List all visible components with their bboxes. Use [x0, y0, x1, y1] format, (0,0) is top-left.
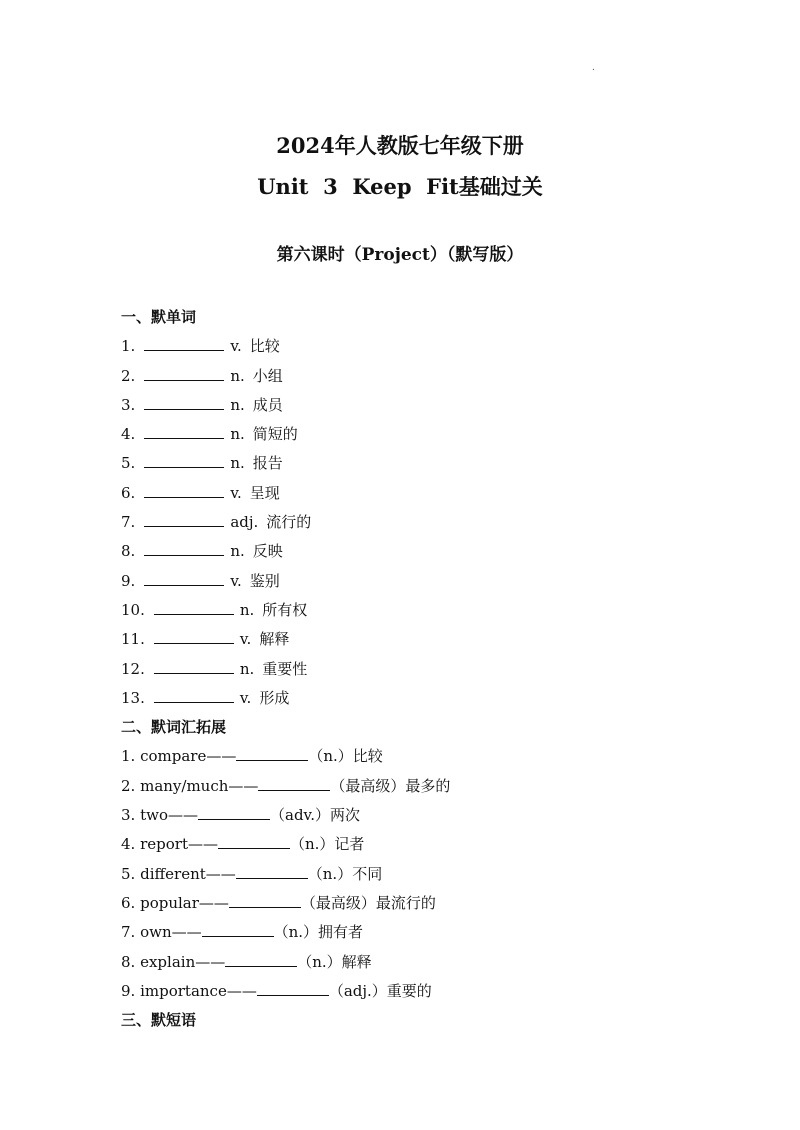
item-number: 6. [121, 893, 136, 912]
answer-blank[interactable] [198, 805, 270, 820]
section-heading-expansion: 二、默词汇拓展 [121, 718, 227, 737]
word-list-item [121, 625, 721, 654]
word-meaning: 简短的 [252, 425, 298, 444]
base-word: two—— [140, 806, 198, 825]
item-number: 7. [121, 513, 136, 532]
part-of-speech: n. [230, 542, 245, 561]
answer-blank[interactable] [144, 366, 224, 381]
word-meaning: 成员 [252, 395, 283, 414]
expansion-list-item [121, 801, 721, 830]
answer-blank[interactable] [202, 922, 274, 937]
answer-blank[interactable] [144, 336, 224, 351]
word-meaning: 呈现 [249, 483, 280, 502]
expansion-list-item [121, 977, 721, 1006]
word-meaning: 解释 [259, 630, 290, 649]
part-of-speech: n. [239, 600, 255, 619]
item-number: 2. [121, 366, 136, 385]
answer-blank[interactable] [144, 483, 224, 498]
item-number: 8. [121, 542, 136, 561]
answer-blank[interactable] [154, 688, 234, 703]
word-form-hint: （n.）不同 [307, 864, 383, 883]
expansion-list-item [121, 889, 721, 918]
word-list-item [121, 420, 721, 449]
word-meaning: 所有权 [262, 600, 308, 619]
expansion-list [121, 742, 721, 1006]
section-heading-phrases: 三、默短语 [121, 1011, 197, 1030]
word-list-item [121, 537, 721, 566]
answer-blank[interactable] [236, 864, 308, 879]
part-of-speech: v. [230, 483, 242, 502]
item-number: 5. [121, 454, 136, 473]
part-of-speech: n. [230, 366, 245, 385]
word-meaning: 形成 [259, 688, 290, 707]
item-number: 11. [121, 630, 145, 649]
part-of-speech: v. [230, 571, 242, 590]
word-meaning: 鉴别 [249, 571, 280, 590]
word-form-hint: （n.）解释 [297, 952, 372, 971]
expansion-list-item [121, 918, 721, 947]
part-of-speech: n. [230, 454, 245, 473]
base-word: different—— [140, 864, 236, 883]
answer-blank[interactable] [144, 424, 224, 439]
word-form-hint: （最高级）最多的 [330, 776, 451, 795]
item-number: 9. [121, 981, 136, 1000]
answer-blank[interactable] [144, 571, 224, 586]
word-list [121, 332, 721, 713]
item-number: 12. [121, 659, 145, 678]
base-word: report—— [140, 835, 218, 854]
word-form-hint: （adj.）重要的 [328, 981, 432, 1000]
item-number: 8. [121, 952, 136, 971]
answer-blank[interactable] [144, 395, 224, 410]
word-list-item [121, 391, 721, 420]
item-number: 5. [121, 864, 136, 883]
part-of-speech: v. [230, 337, 242, 356]
part-of-speech: n. [230, 395, 245, 414]
item-number: 1. [121, 337, 136, 356]
expansion-list-item [121, 742, 721, 771]
part-of-speech: v. [239, 630, 252, 649]
word-list-item [121, 567, 721, 596]
part-of-speech: n. [239, 659, 255, 678]
answer-blank[interactable] [144, 453, 224, 468]
part-of-speech: adj. [230, 513, 259, 532]
word-meaning: 小组 [252, 366, 283, 385]
word-form-hint: （n.）拥有者 [273, 923, 364, 942]
item-number: 3. [121, 806, 136, 825]
answer-blank[interactable] [154, 600, 234, 615]
answer-blank[interactable] [154, 659, 234, 674]
item-number: 9. [121, 571, 136, 590]
part-of-speech: v. [239, 688, 252, 707]
word-form-hint: （n.）记者 [289, 835, 365, 854]
base-word: many/much—— [140, 776, 259, 795]
corner-mark: . [592, 63, 595, 73]
item-number: 4. [121, 835, 136, 854]
expansion-list-item [121, 860, 721, 889]
word-list-item [121, 684, 721, 713]
word-meaning: 流行的 [266, 513, 312, 532]
word-form-hint: （adv.）两次 [270, 806, 361, 825]
item-number: 6. [121, 483, 136, 502]
expansion-list-item [121, 948, 721, 977]
answer-blank[interactable] [225, 952, 297, 967]
unit-title: Unit 3 Keep Fit基础过关 [257, 174, 543, 199]
answer-blank[interactable] [144, 512, 224, 527]
base-word: popular—— [140, 893, 229, 912]
word-form-hint: （n.）比较 [308, 747, 383, 766]
item-number: 3. [121, 395, 136, 414]
word-list-item [121, 332, 721, 361]
answer-blank[interactable] [218, 834, 290, 849]
answer-blank[interactable] [236, 746, 308, 761]
word-list-item [121, 508, 721, 537]
base-word: compare—— [140, 747, 237, 766]
expansion-list-item [121, 830, 721, 859]
word-form-hint: （最高级）最流行的 [300, 893, 436, 912]
item-number: 4. [121, 425, 136, 444]
base-word: own—— [140, 923, 202, 942]
word-list-item [121, 596, 721, 625]
expansion-list-item [121, 772, 721, 801]
word-meaning: 反映 [252, 542, 283, 561]
item-number: 1. [121, 747, 136, 766]
word-list-item [121, 479, 721, 508]
word-meaning: 比较 [249, 337, 280, 356]
part-of-speech: n. [230, 425, 245, 444]
answer-blank[interactable] [257, 981, 329, 996]
base-word: explain—— [140, 952, 226, 971]
word-meaning: 重要性 [262, 659, 308, 678]
item-number: 2. [121, 776, 136, 795]
item-number: 10. [121, 600, 145, 619]
word-list-item [121, 362, 721, 391]
answer-blank[interactable] [229, 893, 301, 908]
item-number: 7. [121, 923, 136, 942]
lesson-subtitle: 第六课时（Project）（默写版） [276, 245, 524, 265]
section-heading-words: 一、默单词 [121, 308, 197, 326]
document-title: 2024年人教版七年级下册 [276, 133, 524, 158]
base-word: importance—— [140, 981, 257, 1000]
word-list-item [121, 449, 721, 478]
answer-blank[interactable] [144, 541, 224, 556]
worksheet-body [121, 303, 721, 1035]
item-number: 13. [121, 688, 145, 707]
word-meaning: 报告 [252, 454, 283, 473]
word-list-item [121, 655, 721, 684]
answer-blank[interactable] [154, 629, 234, 644]
answer-blank[interactable] [258, 776, 330, 791]
